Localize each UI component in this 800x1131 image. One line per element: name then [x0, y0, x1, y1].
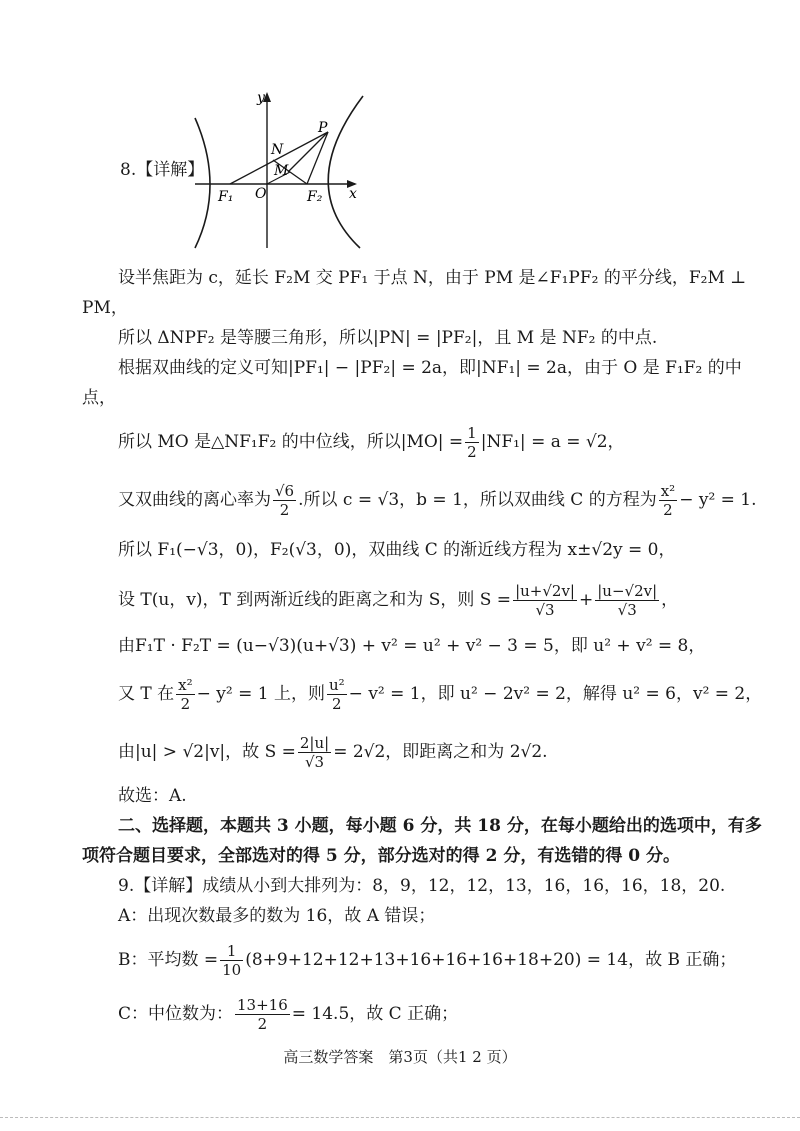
- q9-option-b: [118, 942, 760, 979]
- ecc-text-b: .所以 c = √3，b = 1，所以双曲线 C 的方程为: [298, 490, 657, 510]
- label-M: M: [274, 163, 289, 179]
- section2-heading-line-2: 项符合题目要求，全部选对的得 5 分，部分选对的得 2 分，有选错的得 0 分。: [82, 846, 680, 866]
- label-F1: F₁: [218, 189, 234, 205]
- q8-line-3: 所以 ΔNPF₂ 是等腰三角形，所以|PN| = |PF₂|，且 M 是 NF₂ 的中点.: [118, 328, 658, 348]
- dist-fraction-1: [513, 582, 577, 619]
- fraction-numerator: 13+16: [237, 996, 288, 1014]
- ecc-text-c: − y² = 1.: [679, 490, 757, 510]
- section2-heading-line-1: 二、选择题，本题共 3 小题，每小题 6 分，共 18 分，在每小题给出的选项中，有多: [118, 816, 762, 836]
- dist-text-a: 设 T(u，v)，T 到两渐近线的距离之和为 S，则 S =: [118, 590, 512, 610]
- q8-line-5: 点，: [82, 388, 116, 408]
- q9-line-1: 9.【详解】成绩从小到大排列为：8，9，12，12，13，16，16，16，18，20.: [118, 876, 726, 896]
- fraction-numerator: 1: [467, 424, 477, 442]
- fraction-denominator: √3: [304, 753, 325, 771]
- fraction-numerator: u²: [328, 676, 345, 694]
- c-fraction: [235, 996, 290, 1033]
- fraction-numerator: x²: [178, 676, 193, 694]
- on-fraction-1: [176, 676, 194, 713]
- ecc-text-a: 又双曲线的离心率为: [118, 490, 271, 510]
- q8-eccentricity: [118, 482, 760, 519]
- c-text-a: C：中位数为：: [118, 1004, 234, 1024]
- fraction-numerator: |u+√2v|: [515, 582, 575, 600]
- q9-option-c: [118, 996, 760, 1033]
- dist-fraction-2: [595, 582, 659, 619]
- fraction-numerator: x²: [660, 482, 676, 500]
- q8-line-4: 根据双曲线的定义可知|PF₁| − |PF₂| = 2a，即|NF₁| = 2a，由于 O 是 F₁F₂ 的中: [118, 358, 742, 378]
- fraction-denominator: 2: [180, 695, 191, 713]
- fraction-denominator: √3: [535, 601, 555, 619]
- q8-sum: [118, 734, 760, 771]
- equation-fraction: [659, 482, 677, 519]
- dist-text-b: ，: [661, 590, 679, 610]
- fraction-denominator: 2: [332, 695, 342, 713]
- fraction-denominator: 2: [279, 501, 290, 519]
- label-x: x: [349, 186, 357, 202]
- label-F2: F₂: [307, 189, 323, 205]
- on-fraction-2: [327, 676, 347, 713]
- q8-line-1: 设半焦距为 c，延长 F₂M 交 PF₁ 于点 N，由于 PM 是∠F₁PF₂ 的平分线，F₂M ⊥: [118, 268, 747, 288]
- sum-text-a: 由|u| > √2|v|，故 S =: [118, 742, 296, 762]
- q8-foci: 所以 F₁(−√3，0)，F₂(√3，0)，双曲线 C 的渐近线方程为 x±√2y = 0，: [118, 540, 676, 560]
- label-P: P: [318, 120, 328, 136]
- q8-midline: [118, 424, 760, 461]
- midline-text-b: |NF₁| = a = √2，: [480, 432, 625, 452]
- label-N: N: [271, 142, 284, 158]
- q8-line-2: PM，: [82, 298, 128, 318]
- dist-plus: +: [578, 590, 594, 610]
- b-fraction: [220, 942, 243, 979]
- q8-distance: [118, 582, 760, 619]
- fraction-numerator: 2|u|: [299, 734, 330, 752]
- c-text-b: = 14.5，故 C 正确；: [291, 1004, 459, 1024]
- label-O: O: [255, 186, 267, 202]
- midline-text-a: 所以 MO 是△NF₁F₂ 的中位线，所以|MO| =: [118, 432, 464, 452]
- b-text-b: (8+9+12+12+13+16+16+16+18+20) = 14，故 B 正确；: [245, 950, 737, 970]
- page-footer: 高三数学答案 第3页（共1 2 页）: [283, 1048, 517, 1066]
- fraction-denominator: 2: [663, 501, 673, 519]
- on-text-b: − y² = 1 上，则: [196, 684, 325, 704]
- bottom-divider: [0, 1117, 800, 1118]
- fraction-numerator: √6: [275, 482, 295, 500]
- q8-label: 8.【详解】: [120, 160, 205, 180]
- fraction-numerator: 1: [220, 942, 243, 961]
- fraction-denominator: 10: [222, 961, 242, 979]
- b-text-a: B：平均数 =: [118, 950, 219, 970]
- sum-text-b: = 2√2，即距离之和为 2√2.: [333, 742, 548, 762]
- ecc-fraction: [273, 482, 296, 519]
- midline-fraction: [465, 424, 479, 461]
- q8-dot-product: 由F₁T · F₂T = (u−√3)(u+√3) + v² = u² + v² − 3 = 5，即 u² + v² = 8，: [118, 636, 706, 656]
- on-text-c: − v² = 1，即 u² − 2v² = 2，解得 u² = 6，v² = 2，: [348, 684, 763, 704]
- fraction-numerator: |u−√2v|: [597, 582, 658, 600]
- fraction-denominator: 2: [257, 1015, 268, 1033]
- hyperbola-left-branch: [195, 118, 210, 248]
- label-y: y: [257, 90, 265, 106]
- on-text-a: 又 T 在: [118, 684, 175, 704]
- q8-answer: 故选：A.: [118, 786, 187, 806]
- q8-on-curve: [118, 676, 763, 713]
- sum-fraction: [298, 734, 331, 771]
- fraction-denominator: 2: [467, 443, 477, 461]
- fraction-denominator: √3: [617, 601, 637, 619]
- q9-option-a: A：出现次数最多的数为 16，故 A 错误；: [118, 906, 436, 926]
